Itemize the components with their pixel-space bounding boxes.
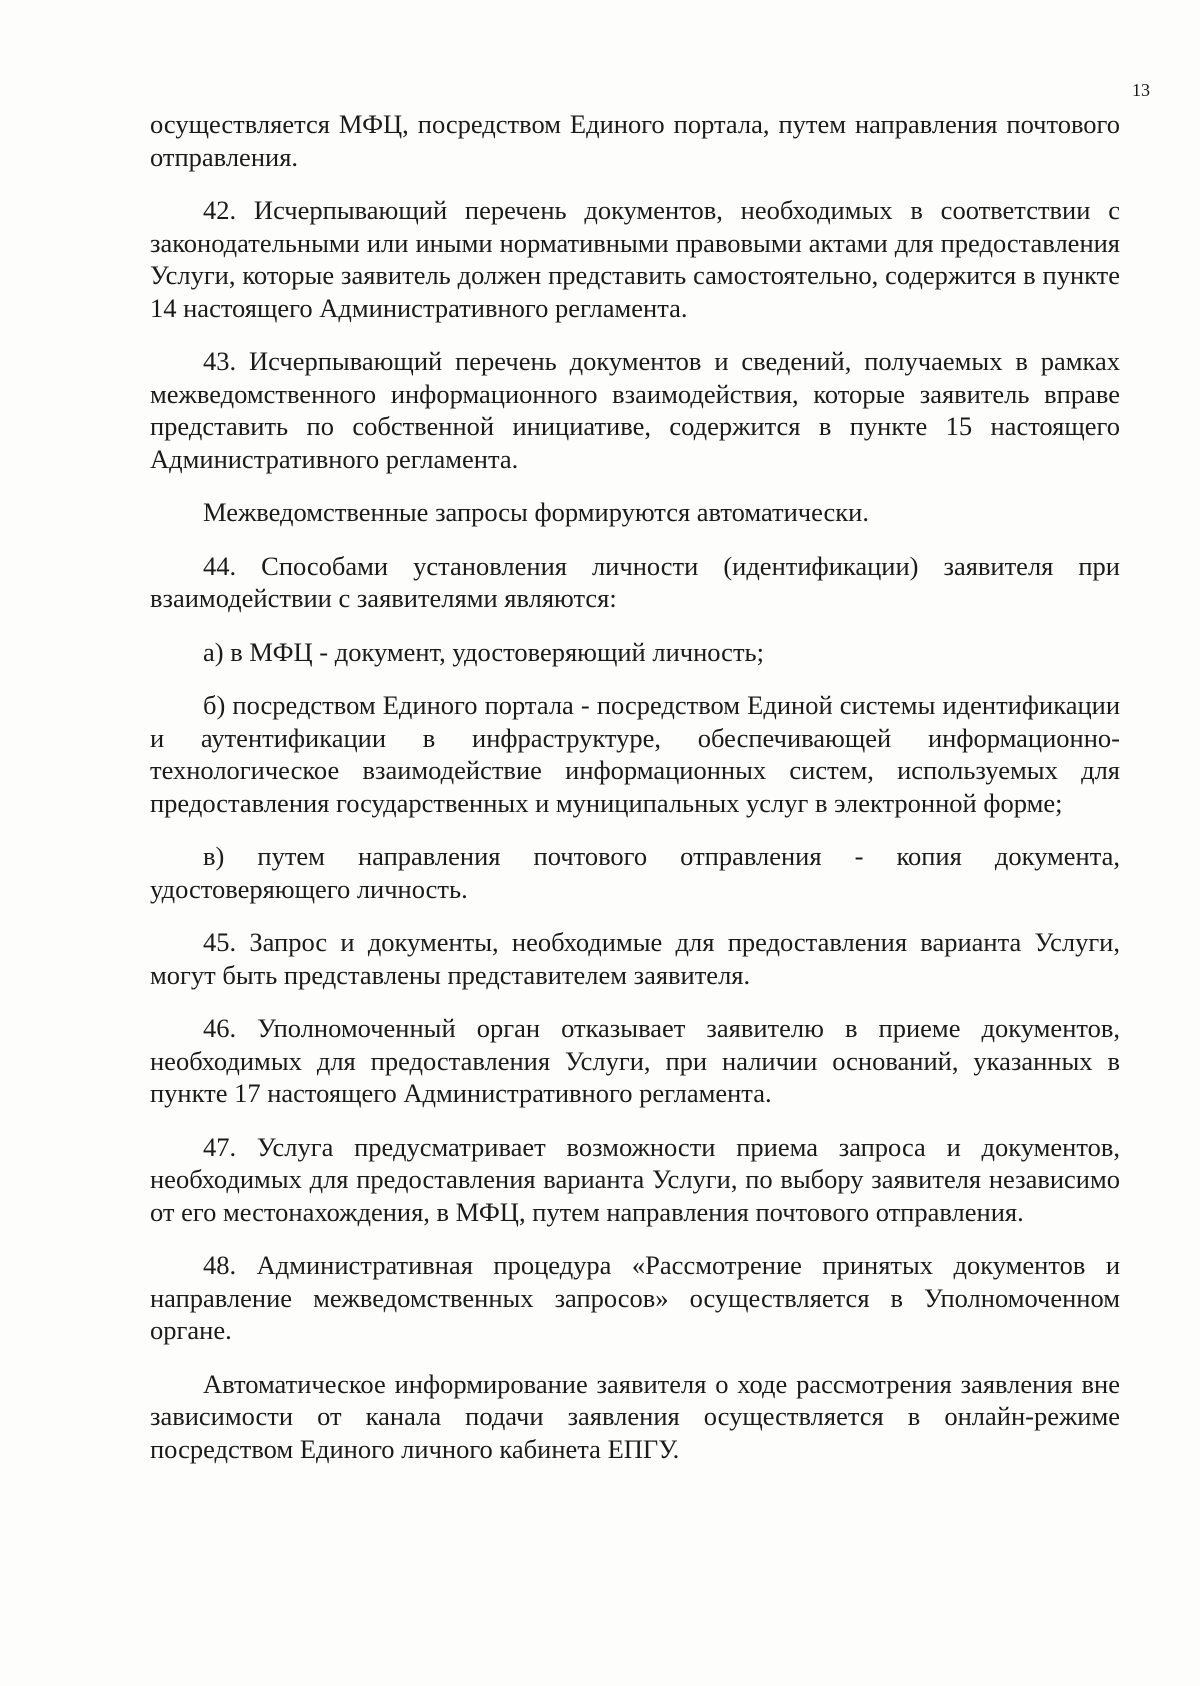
paragraph-48: 48. Административная процедура «Рассмотрение принятых документов и направление межведомственных запросов» осуществляется в Уполномоченном органе. (150, 1250, 1120, 1345)
paragraph-44-v: в) путем направления почтового отправления - копия документа, удостоверяющего личность. (150, 841, 1120, 904)
paragraph-45: 45. Запрос и документы, необходимые для предоставления варианта Услуги, могут быть представлены представителем заявителя. (150, 927, 1120, 990)
document-body (150, 108, 1120, 1465)
paragraph-44-b: б) посредством Единого портала - посредством Единой системы идентификации и аутентификации в инфраструктуре, обеспечивающей информационно-технологическое взаимодействие информационных систем, используемых для предоставления государственных и муниципальных услуг в электронной форме; (150, 690, 1120, 818)
page-number: 13 (1132, 80, 1150, 100)
paragraph-44: 44. Способами установления личности (идентификации) заявителя при взаимодействии с заявителями являются: (150, 550, 1120, 613)
paragraph-47: 47. Услуга предусматривает возможности приема запроса и документов, необходимых для предоставления варианта Услуги, по выбору заявителя независимо от его местонахождения, в МФЦ, путем направления почтового отправления. (150, 1131, 1120, 1227)
paragraph-46: 46. Уполномоченный орган отказывает заявителю в приеме документов, необходимых для предоставления Услуги, при наличии оснований, указанных в пункте 17 настоящего Административного регламента. (150, 1013, 1120, 1108)
paragraph-42: 42. Исчерпывающий перечень документов, необходимых в соответствии с законодательными или иными нормативными правовыми актами для предоставления Услуги, которые заявитель должен представить самостоятельно, содержится в пункте 14 настоящего Административного регламента. (150, 195, 1120, 323)
paragraph-auto-informing: Автоматическое информирование заявителя о ходе рассмотрения заявления вне зависимости от канала подачи заявления осуществляется в онлайн-режиме посредством Единого личного кабинета ЕПГУ. (150, 1368, 1120, 1464)
paragraph-interagency-requests: Межведомственные запросы формируются автоматически. (203, 497, 869, 527)
paragraph-44-a: а) в МФЦ - документ, удостоверяющий личность; (203, 636, 764, 667)
paragraph-continuation: осуществляется МФЦ, посредством Единого портала, путем направления почтового отправления. (150, 109, 1120, 172)
paragraph-43: 43. Исчерпывающий перечень документов и сведений, получаемых в рамках межведомственного информационного взаимодействия, которые заявитель вправе представить по собственной инициативе, содержится в пункте 15 настоящего Административного регламента. (150, 346, 1120, 474)
